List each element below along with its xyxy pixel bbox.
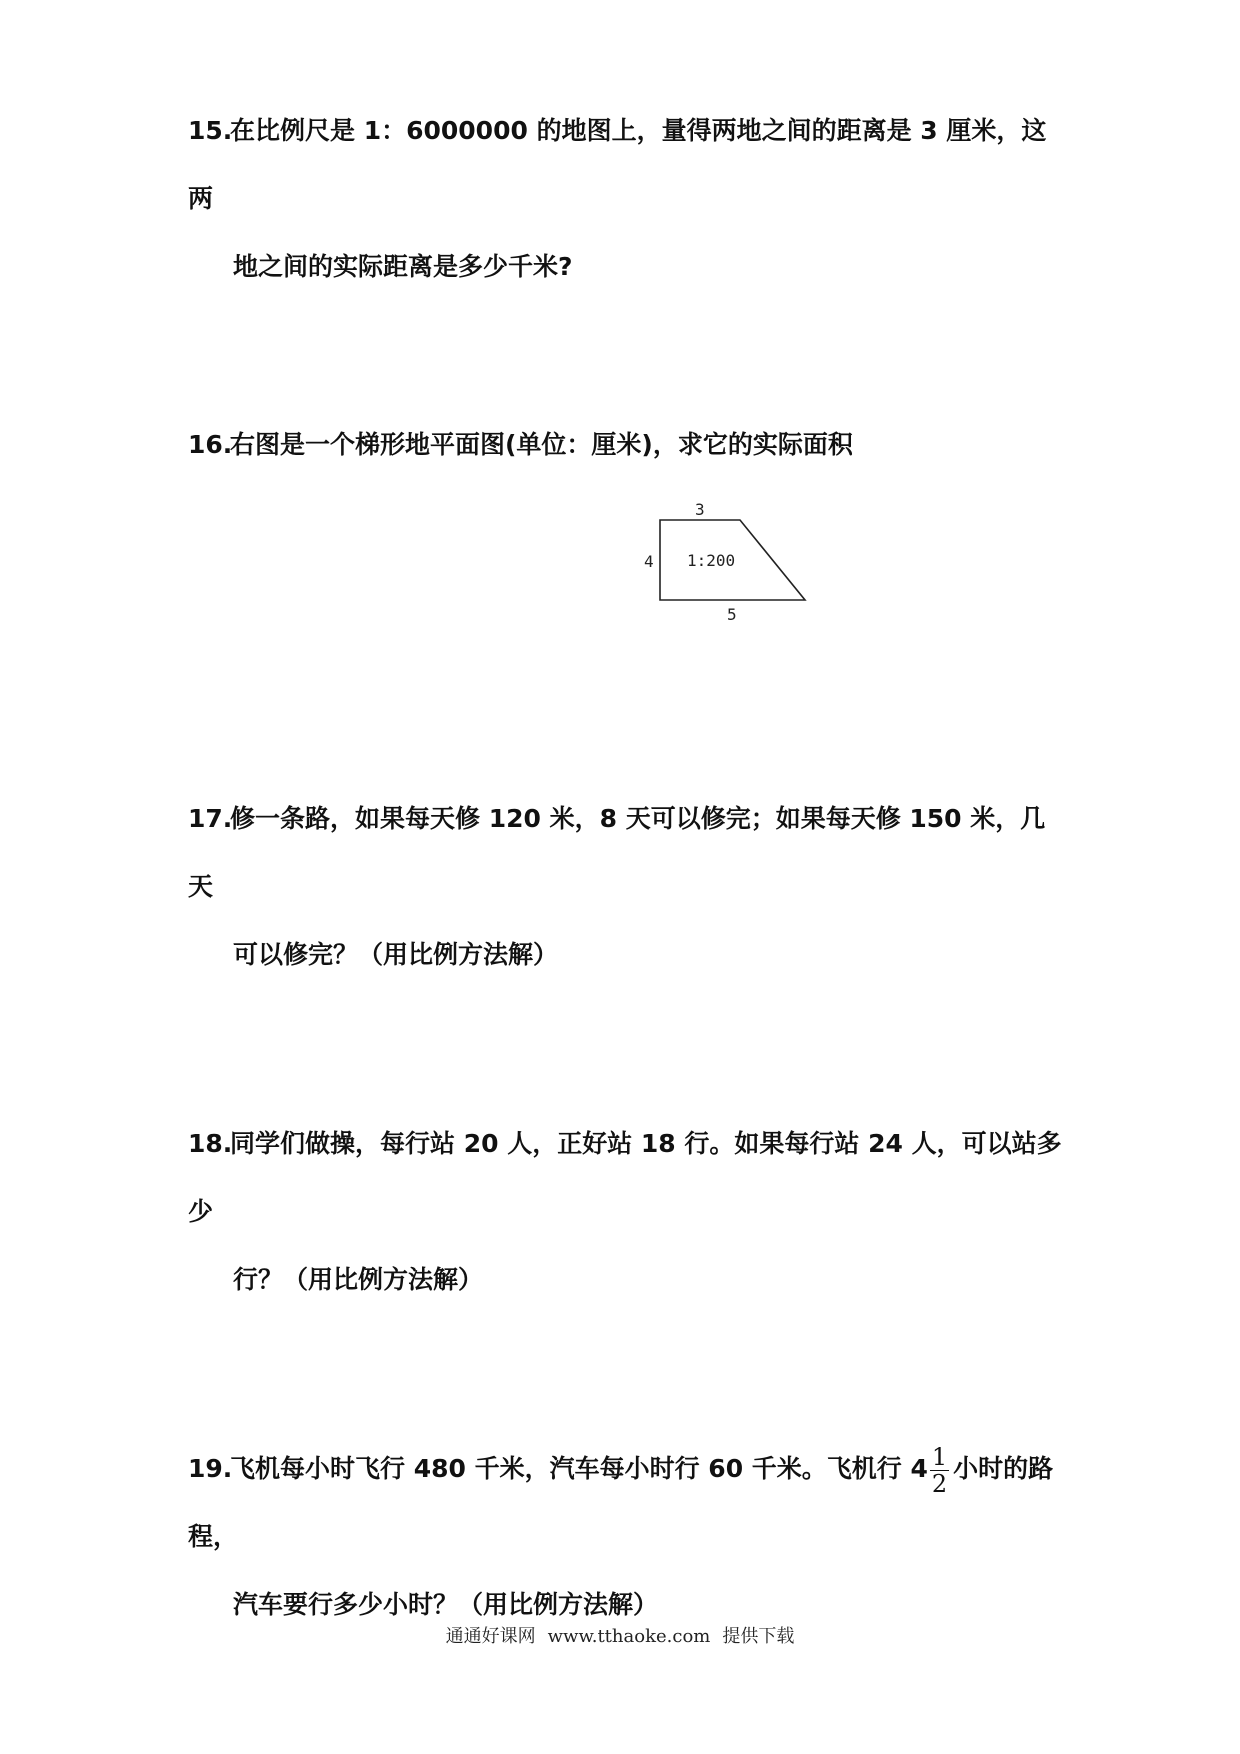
question-text: 同学们做操，每行站 20 人，正好站 18 行。如果每行站 24 人，可以站多少	[188, 1129, 1062, 1226]
question-number: 17.	[188, 804, 233, 833]
question-text: 在比例尺是 1：6000000 的地图上，量得两地之间的距离是 3 厘米，这两	[188, 116, 1047, 213]
fraction-numerator: 1	[931, 1442, 948, 1471]
question-number: 16.	[188, 430, 233, 459]
question-text-part-b: 小时的路程，	[188, 1454, 1054, 1551]
question-19-line1	[188, 1435, 1068, 1571]
question-18-line1	[188, 1110, 1068, 1246]
question-text: 右图是一个梯形地平面图(单位：厘米)，求它的实际面积	[230, 430, 853, 459]
bottom-side-label: 5	[727, 605, 737, 624]
mixed-fraction	[930, 1444, 949, 1497]
question-text-part-a: 飞机每小时飞行 480 千米，汽车每小时行 60 千米。飞机行 4	[230, 1454, 928, 1483]
question-15-line2: 地之间的实际距离是多少千米?	[233, 252, 573, 281]
question-16	[188, 411, 1068, 479]
question-17-line2: 可以修完？（用比例方法解）	[233, 940, 559, 969]
question-18	[188, 1110, 1068, 1314]
question-17	[188, 785, 1068, 989]
footer-url[interactable]: www.tthaoke.com	[547, 1626, 711, 1647]
footer-suffix: 提供下载	[722, 1626, 795, 1647]
page-footer	[0, 1622, 1240, 1648]
question-15	[188, 97, 1068, 301]
question-19-line2: 汽车要行多少小时？（用比例方法解）	[233, 1590, 659, 1619]
question-18-line2: 行？（用比例方法解）	[233, 1265, 484, 1294]
left-side-label: 4	[644, 552, 654, 571]
question-text: 修一条路，如果每天修 120 米，8 天可以修完；如果每天修 150 米，几天	[188, 804, 1046, 901]
scale-label: 1:200	[687, 551, 736, 570]
fraction-denominator: 2	[931, 1469, 948, 1498]
question-number: 15.	[188, 116, 233, 145]
question-17-line1	[188, 785, 1068, 921]
question-number: 18.	[188, 1129, 233, 1158]
top-side-label: 3	[695, 500, 705, 519]
footer-site-name: 通通好课网	[445, 1626, 536, 1647]
question-15-line1	[188, 97, 1068, 233]
question-number: 19.	[188, 1454, 233, 1483]
trapezoid-figure	[630, 492, 830, 652]
question-16-line1	[188, 411, 1068, 479]
question-19	[188, 1435, 1068, 1639]
